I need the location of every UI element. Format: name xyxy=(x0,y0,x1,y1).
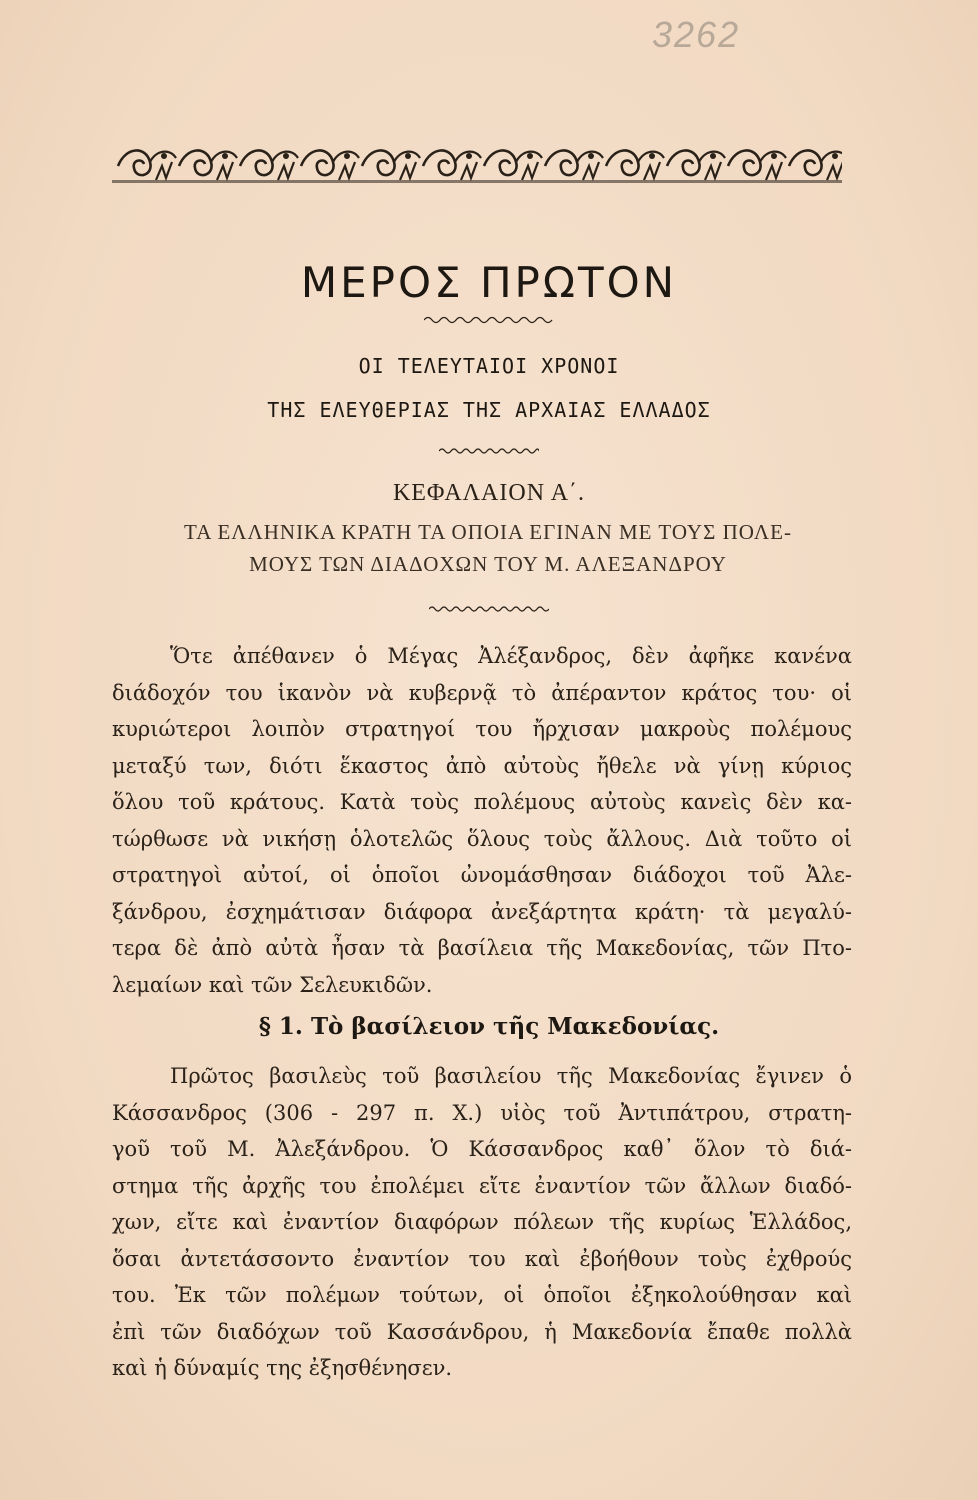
section-heading: § 1. Τὸ βασίλειον τῆς Μακεδονίας. xyxy=(258,1013,720,1040)
chapter-heading: ΚΕΦΑΛΑΙΟΝ Α΄. xyxy=(392,480,586,506)
divider-squiggle-icon xyxy=(439,446,539,456)
text-line: ξάνδρου, ἐσχημάτισαν διάφορα ἀνεξάρτητα κράτη· τὰ μεγαλύ- xyxy=(112,899,852,924)
ornament-motif-icon xyxy=(789,150,842,180)
part-title: ΜΕΡΟΣ ΠΡΩΤΟΝ xyxy=(300,258,678,307)
ornament-motif-icon xyxy=(240,150,298,180)
paragraph-1 xyxy=(112,638,852,1003)
text-line: Ὅτε ἀπέθανεν ὁ Μέγας Ἀλέξανδρος, δὲν ἀφῆκε κανένα xyxy=(170,644,852,668)
ornament-motif-icon xyxy=(667,150,725,180)
text-line: τερα δὲ ἀπὸ αὐτὰ ἦσαν τὰ βασίλεια τῆς Μακεδονίας, τῶν Πτο- xyxy=(112,936,852,960)
text-line: στημα τῆς ἀρχῆς του ἐπολέμει εἴτε ἐναντίον τῶν ἄλλων διαδό- xyxy=(112,1173,852,1198)
shelfmark-number: 3262 xyxy=(652,14,741,55)
text-line: τώρθωσε νὰ νικήσῃ ὁλοτελῶς ὅλους τοὺς ἄλλους. Διὰ τοῦτο οἱ xyxy=(112,826,852,851)
decorative-header-band xyxy=(112,140,842,192)
ornament-motif-icon xyxy=(545,150,603,180)
section-title-line1: ΟΙ ΤΕΛΕΥΤΑΙΟΙ ΧΡΟΝΟΙ xyxy=(358,354,620,378)
text-line: Κάσσανδρος (306 - 297 π. Χ.) υἱὸς τοῦ Ἀντιπάτρου, στρατη- xyxy=(112,1100,852,1125)
chapter-subtitle-line2: ΜΟΥΣ ΤΩΝ ΔΙΑΔΟΧΩΝ ΤΟΥ Μ. ΑΛΕΞΑΝΔΡΟΥ xyxy=(249,552,727,576)
text-line: μεταξύ των, διότι ἕκαστος ἀπὸ αὐτοὺς ἤθελε νὰ γίνῃ κύριος xyxy=(112,753,852,778)
text-line: στρατηγοὶ αὐτοί, οἱ ὁποῖοι ὠνομάσθησαν διάδοχοι τοῦ Ἀλε- xyxy=(112,863,852,887)
paragraph-2 xyxy=(112,1058,852,1387)
text-line: γοῦ τοῦ Μ. Ἀλεξάνδρου. Ὁ Κάσσανδρος καθ᾽ ὅλον τὸ διά- xyxy=(112,1137,852,1161)
ornament-motif-icon xyxy=(301,150,359,180)
ornament-motif-icon xyxy=(179,150,237,180)
ornament-motif-icon xyxy=(423,150,481,180)
text-line: του. Ἐκ τῶν πολέμων τούτων, οἱ ὁποῖοι ἐξηκολούθησαν καὶ xyxy=(112,1283,852,1307)
text-line: ὅσαι ἀντετάσσοντο ἐναντίον του καὶ ἐβοήθουν τοὺς ἐχθρούς xyxy=(112,1246,852,1271)
chapter-subtitle-line1: ΤΑ ΕΛΛΗΝΙΚΑ ΚΡΑΤΗ ΤΑ ΟΠΟΙΑ ΕΓΙΝΑΝ ΜΕ ΤΟΥΣ ΠΟΛΕ- xyxy=(184,520,792,544)
ornament-motif-icon xyxy=(362,150,420,180)
section-title-line2: ΤΗΣ ΕΛΕΥΘΕΡΙΑΣ ΤΗΣ ΑΡΧΑΙΑΣ ΕΛΛΑΔΟΣ xyxy=(267,398,711,422)
text-line: κυριώτεροι λοιπὸν στρατηγοί του ἤρχισαν μακροὺς πολέμους xyxy=(112,717,852,741)
ornament-vine-icon xyxy=(112,140,842,192)
text-line: ὅλου τοῦ κράτους. Κατὰ τοὺς πολέμους αὐτοὺς κανεὶς δὲν κα- xyxy=(112,790,852,814)
ornament-motif-icon xyxy=(606,150,664,180)
text-line: διάδοχόν του ἱκανὸν νὰ κυβερνᾷ τὸ ἀπέραντον κράτος του· οἱ xyxy=(112,680,852,705)
text-line: ἐπὶ τῶν διαδόχων τοῦ Κασσάνδρου, ἡ Μακεδονία ἔπαθε πολλὰ xyxy=(112,1319,852,1344)
text-line: Πρῶτος βασιλεὺς τοῦ βασιλείου τῆς Μακεδονίας ἔγινεν ὁ xyxy=(170,1064,852,1088)
text-line: λεμαίων καὶ τῶν Σελευκιδῶν. xyxy=(112,972,433,997)
divider-squiggle-icon xyxy=(424,314,554,326)
text-line: χων, εἴτε καὶ ἐναντίον διαφόρων πόλεων τῆς κυρίως Ἑλλάδος, xyxy=(112,1210,852,1234)
text-line: καὶ ἡ δύναμίς της ἐξησθένησεν. xyxy=(112,1356,453,1380)
divider-squiggle-icon xyxy=(429,604,549,614)
ornament-motif-icon xyxy=(118,150,176,180)
ornament-motif-icon xyxy=(728,150,786,180)
ornament-motif-icon xyxy=(484,150,542,180)
